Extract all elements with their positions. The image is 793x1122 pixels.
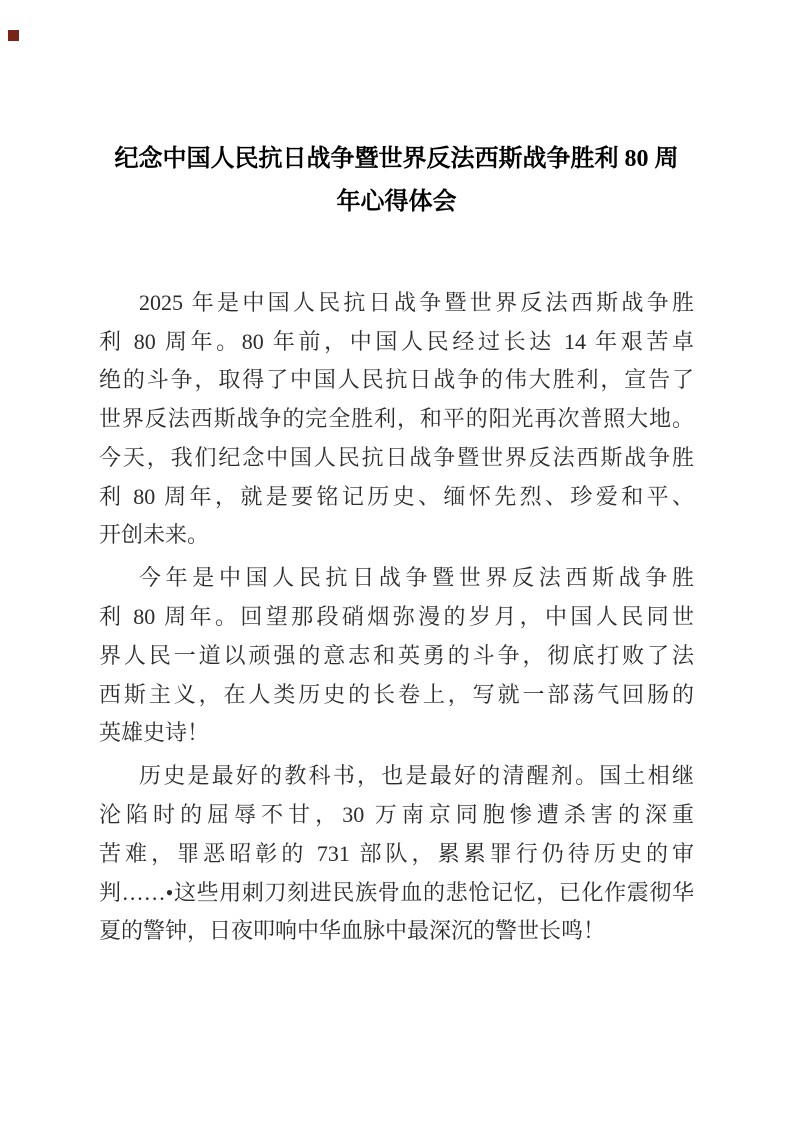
text-line: 2025 年是中国人民抗日战争暨世界反法西斯战争胜 [139,290,694,315]
text-line: 今年是中国人民抗日战争暨世界反法西斯战争胜 [139,565,694,591]
text-line: 苦难，罪恶昭彰的 731 部队，累累罪行仍待历史的审 [99,840,694,866]
text-line: 历史是最好的教科书，也是最好的清醒剂。国土相继 [139,763,694,789]
text-line: 沦陷时的屈辱不甘，30 万南京同胞惨遭杀害的深重 [99,802,694,828]
text-line: 夏的警钟，日夜叩响中华血脉中最深沉的警世长鸣！ [99,918,606,944]
title-line: 纪念中国人民抗日战争暨世界反法西斯战争胜利 80 周 [114,146,679,172]
text-line: 绝的斗争，取得了中国人民抗日战争的伟大胜利，宣告了 [99,367,694,393]
paragraph [99,757,694,951]
text-line: 利 80 周年。80 年前，中国人民经过长达 14 年艰苦卓 [99,328,694,354]
text-line: 今天，我们纪念中国人民抗日战争暨世界反法西斯战争胜 [99,444,694,470]
text-line: 利 80 周年，就是要铭记历史、缅怀先烈、珍爱和平、 [99,483,694,509]
text-line: 世界反法西斯战争的完全胜利，和平的阳光再次普照大地。 [99,406,694,432]
paragraph [99,284,694,555]
text-line: 界人民一道以顽强的意志和英勇的斗争，彻底打败了法 [99,642,694,668]
title-line: 年心得体会 [336,189,457,215]
corner-mark [8,30,19,41]
document-body [99,284,694,951]
text-line: 英雄史诗！ [99,720,210,746]
text-line: 利 80 周年。回望那段硝烟弥漫的岁月，中国人民同世 [99,604,694,630]
paragraph [99,559,694,753]
text-line: 判……•这些用刺刀刻进民族骨血的悲怆记忆，已化作震彻华 [99,879,694,905]
text-line: 西斯主义，在人类历史的长卷上，写就一部荡气回肠的 [99,681,694,707]
text-line: 开创未来。 [99,522,210,548]
document-title [99,138,694,224]
